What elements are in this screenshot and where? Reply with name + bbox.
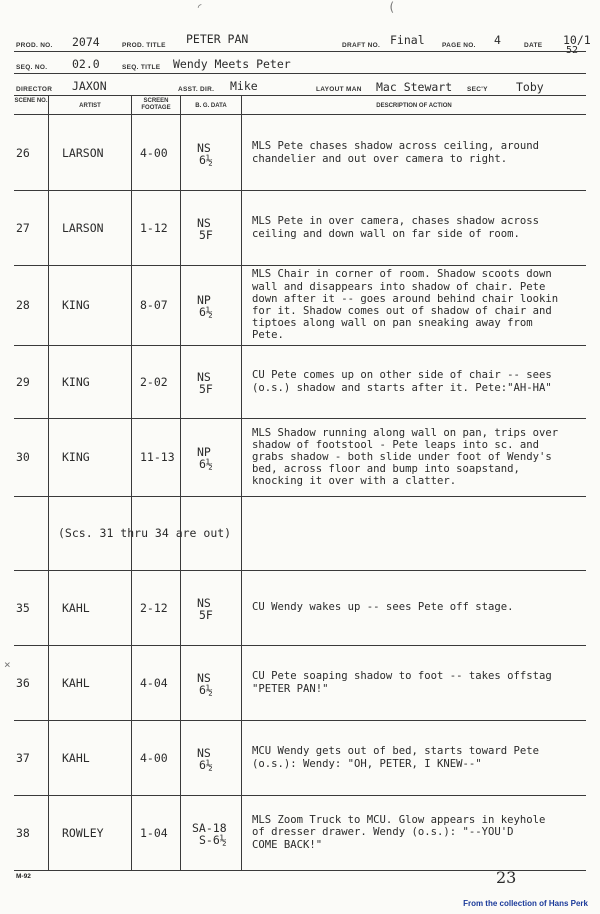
bg-data-code: NS [197, 745, 211, 760]
draft-no-value: Final [390, 33, 425, 47]
row-divider [14, 265, 586, 266]
seq-no-value: 02.0 [72, 57, 100, 71]
bg-data-field: 6½ [199, 152, 213, 167]
artist-name: KING [62, 298, 90, 312]
bg-data-field: 6½ [199, 682, 213, 697]
action-description: MLS Shadow running along wall on pan, trips over shadow of footstool - Pete leaps into sc. and grabs shadow - both slide under foot of Wendy's bed, across floor and bump into soapstand, knocking it over with a clatter. [252, 426, 559, 488]
row-divider [14, 345, 586, 346]
prod-no-label: PROD. NO. [16, 42, 53, 49]
bg-data-field: 5F [199, 227, 213, 242]
action-description: MCU Wendy gets out of bed, starts toward Pete (o.s.): Wendy: "OH, PETER, I KNEW--" [252, 745, 540, 770]
prod-title-value: PETER PAN [186, 32, 249, 46]
bg-data-code: NS [197, 369, 211, 384]
page-no-label: PAGE NO. [442, 42, 476, 49]
artist-name: LARSON [62, 220, 104, 235]
margin-x-mark: × [4, 658, 11, 671]
row-divider [14, 570, 586, 571]
bg-data-code: NS [197, 670, 211, 685]
date-label: DATE [524, 42, 543, 49]
scene-number: 36 [16, 675, 30, 690]
layout-man-value: Mac Stewart [376, 80, 453, 94]
date-month-value: 10/1 [563, 33, 591, 47]
screen-footage: 4-00 [140, 750, 168, 765]
action-description: MLS Pete in over camera, chases shadow across ceiling and down wall on far side of room. [252, 215, 540, 240]
bg-data-code: NS [197, 595, 211, 610]
row-divider [14, 190, 586, 191]
scene-number: 35 [16, 600, 30, 615]
bg-data-field: 6½ [199, 757, 213, 772]
bg-data-code: SA-18 [192, 820, 227, 835]
col-footage-header: SCREEN FOOTAGE [141, 98, 171, 111]
artist-name: KING [62, 450, 90, 464]
action-description: CU Wendy wakes up -- sees Pete off stage. [252, 601, 514, 614]
column-divider [131, 95, 132, 870]
page-no-value: 4 [494, 33, 501, 47]
column-divider [241, 95, 242, 870]
artist-name: KAHL [62, 600, 90, 615]
row-divider [14, 645, 586, 646]
bg-data-code: NS [197, 215, 211, 230]
screen-footage: 4-00 [140, 145, 168, 160]
bg-data-field: 6½ [199, 305, 213, 319]
layout-man-label: LAYOUT MAN [316, 86, 362, 93]
screen-footage: 8-07 [140, 298, 168, 312]
artist-name: KAHL [62, 750, 90, 765]
scene-number: 30 [16, 450, 30, 464]
bg-data-field: 5F [199, 381, 213, 396]
screen-footage: 4-04 [140, 675, 168, 690]
asst-dir-value: Mike [230, 79, 258, 93]
action-description: MLS Chair in corner of room. Shadow scoots down wall and disappears into shadow of chair. Pete down after it -- goes around behind chair lookin for it. Shadow comes out of shadow of chair and tiptoes along wall on pan sneaking away from Pete. [252, 268, 559, 342]
column-divider [48, 95, 49, 870]
col-artist-header: ARTIST [79, 103, 101, 109]
scene-number: 37 [16, 750, 30, 765]
column-divider [180, 95, 181, 870]
director-label: DIRECTOR [16, 86, 53, 93]
bg-data-field: S-6½ [199, 832, 227, 847]
bg-data-code: NS [197, 140, 211, 155]
collection-credit: From the collection of Hans Perk [463, 899, 588, 908]
scene-number: 26 [16, 145, 30, 160]
screen-footage: 11-13 [140, 450, 175, 464]
artist-name: KAHL [62, 675, 90, 690]
form-number: M-92 [16, 873, 31, 880]
action-description: MLS Zoom Truck to MCU. Glow appears in keyhole of dresser drawer. Wendy (o.s.): "--YOU'D COME BACK!" [252, 814, 546, 851]
scenes-omitted-note: (Scs. 31 thru 34 are out) [58, 526, 232, 540]
bg-data-field: 6½ [199, 457, 213, 471]
col-description-header: DESCRIPTION OF ACTION [376, 103, 452, 109]
artist-name: LARSON [62, 145, 104, 160]
asst-dir-label: ASST. DIR. [178, 86, 215, 93]
row-divider [14, 418, 586, 419]
row-divider [14, 496, 586, 497]
secy-label: SEC'Y [467, 86, 488, 93]
screen-footage: 1-04 [140, 825, 168, 840]
seq-no-label: SEQ. NO. [16, 64, 48, 71]
action-description: CU Pete soaping shadow to foot -- takes offstag "PETER PAN!" [252, 670, 552, 695]
row-divider [14, 720, 586, 721]
action-description: MLS Pete chases shadow across ceiling, around chandelier and out over camera to right. [252, 140, 540, 165]
screen-footage: 1-12 [140, 220, 168, 235]
row-divider [14, 795, 586, 796]
director-value: JAXON [72, 79, 107, 93]
scene-number: 28 [16, 298, 30, 312]
seq-title-value: Wendy Meets Peter [173, 57, 291, 71]
artist-name: KING [62, 374, 90, 389]
bg-data-field: 5F [199, 607, 213, 622]
draft-no-label: DRAFT NO. [342, 42, 381, 49]
col-bg-header: B. G. DATA [195, 103, 227, 109]
col-scene-header: SCENE NO. [14, 98, 48, 104]
action-description: CU Pete comes up on other side of chair -- sees (o.s.) shadow and starts after it. Pete:"AH-HA" [252, 369, 552, 394]
secy-value: Toby [516, 80, 544, 94]
artist-name: ROWLEY [62, 825, 104, 840]
scene-number: 27 [16, 220, 30, 235]
scene-number: 29 [16, 374, 30, 389]
seq-title-label: SEQ. TITLE [122, 64, 161, 71]
handwritten-page-number: 23 [496, 868, 517, 887]
punch-mark: ( [388, 0, 396, 14]
screen-footage: 2-02 [140, 374, 168, 389]
scene-number: 38 [16, 825, 30, 840]
screen-footage: 2-12 [140, 600, 168, 615]
bg-data-code: NP [197, 293, 211, 307]
prod-no-value: 2074 [72, 35, 100, 49]
bg-data-code: NP [197, 445, 211, 459]
punch-mark: ◜ [196, 0, 204, 14]
prod-title-label: PROD. TITLE [122, 42, 166, 49]
